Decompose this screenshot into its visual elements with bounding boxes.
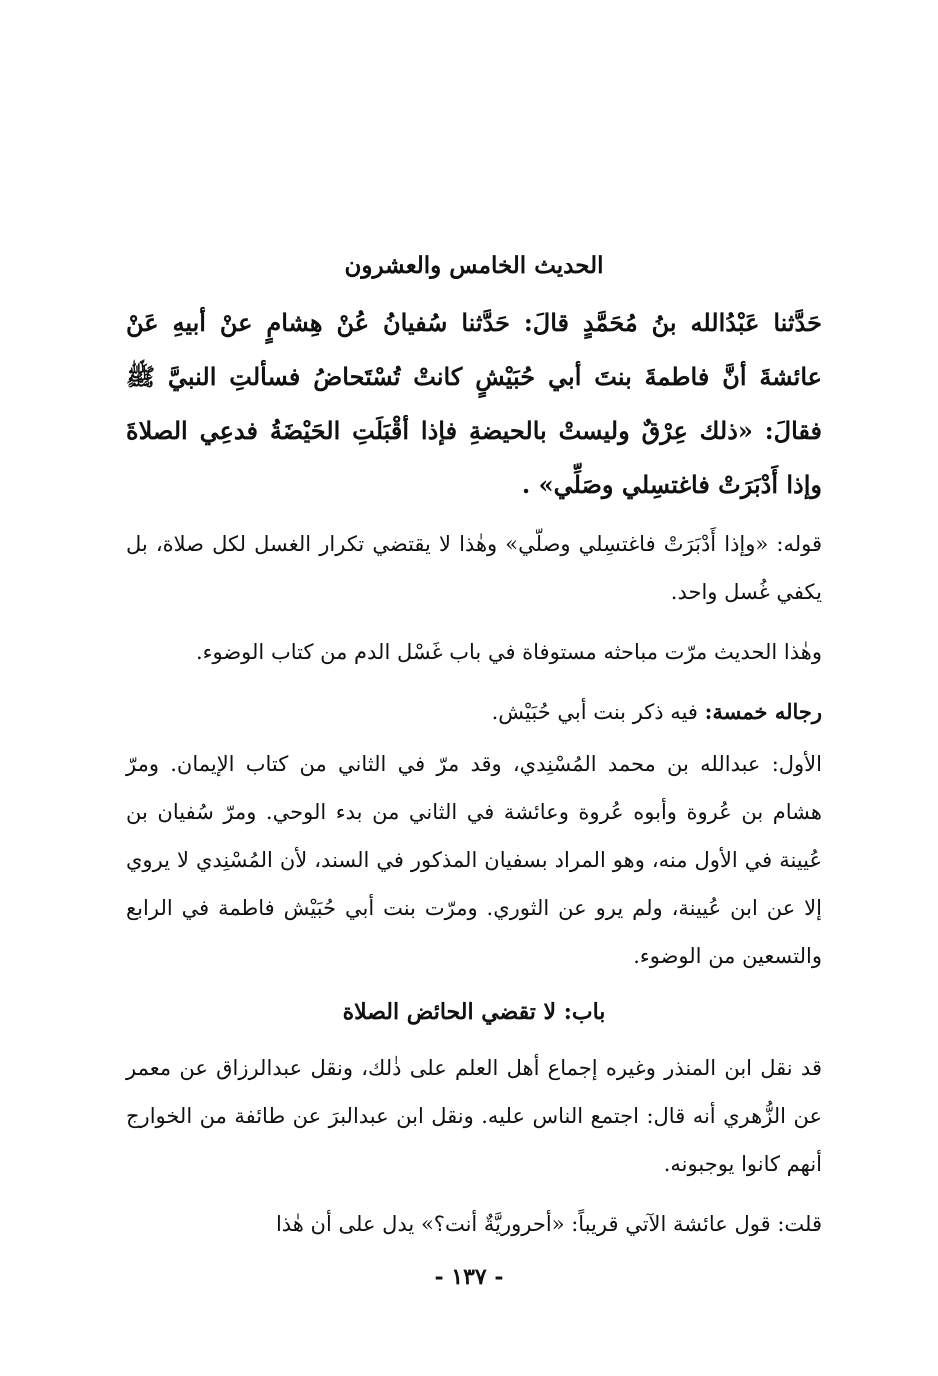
- narrators-paragraph: [126, 688, 822, 736]
- narrators-detail: الأول: عبدالله بن محمد المُسْنِدي، وقد مرّ في الثاني من كتاب الإيمان. ومرّ هشام بن عُروة وأبوه عُروة وعائشة في الثاني من بدء الوحي. ومرّ سُفيان بن عُيينة في الأول منه، وهو المراد بسفيان المذكور في السند، لأن المُسْنِدي لا يروي إلا عن ابن عُيينة، ولم يرو عن الثوري. ومرّت بنت أبي حُبَيْش فاطمة في الرابع والتسعين من الوضوء.: [126, 752, 822, 968]
- commentary-paragraph: قوله: «وإذا أَدْبَرَتْ فاغتسِلي وصلّي» وهٰذا لا يقتضي تكرار الغسل لكل صلاة، بل يكفي غُسل واحد.: [126, 532, 822, 604]
- closing-text: قول عائشة الآتي قريباً: «أحروريَّةٌ أنت؟» يدل على أن هٰذا: [275, 1212, 771, 1236]
- page-number: - ١٣٧ -: [434, 1264, 504, 1290]
- narrators-label: رجاله خمسة:: [704, 699, 822, 724]
- narrators-text: فيه ذكر بنت أبي حُبَيْش.: [491, 700, 698, 724]
- closing-paragraph: [126, 1200, 822, 1248]
- hadith-text: حَدَّثنا عَبْدُالله بنُ مُحَمَّدٍ قالَ: حَدَّثنا سُفيانُ عُنْ هِشامٍ عنْ أبيهِ عَنْ عائشةَ أنَّ فاطمةَ بنتَ أبي حُبَيْشٍ كانتْ تُسْتَحاضُ فسألتِ النبيَّ ﷺ فقالَ: «ذلك عِرْقٌ وليستْ بالحيضةِ فإذا أقْبَلَتِ الحَيْضَةُ فدعِي الصلاةَ وإذا أَدْبَرَتْ فاغتسِلي وصَلِّي» .: [126, 308, 822, 499]
- closing-label: قلت:: [777, 1212, 822, 1236]
- chapter-heading: باب: لا تقضي الحائض الصلاة: [342, 999, 606, 1025]
- commentary-reference: وهٰذا الحديث مرّت مباحثه مستوفاة في باب غَسْل الدم من كتاب الوضوء.: [195, 640, 822, 664]
- chapter-text: قد نقل ابن المنذر وغيره إجماع أهل العلم على ذٰلك، ونقل عبدالرزاق عن معمر عن الزُّهري أنه قال: اجتمع الناس عليه. ونقل ابن عبدالبرَ عن طائفة من الخوارج أنهم كانوا يوجبونه.: [126, 1056, 822, 1176]
- hadith-title: الحديث الخامس والعشرون: [344, 252, 604, 279]
- page-content: [126, 248, 822, 1260]
